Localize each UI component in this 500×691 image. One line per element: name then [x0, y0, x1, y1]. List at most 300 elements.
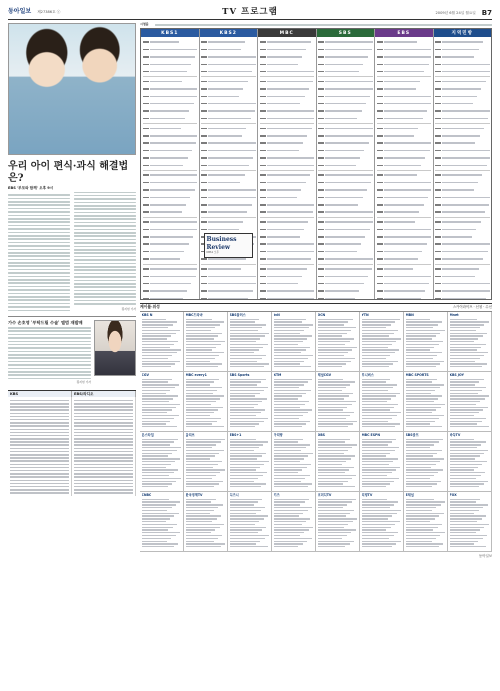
program-slot — [318, 139, 373, 146]
program-slot — [318, 265, 373, 272]
channel-header: EBS — [375, 29, 433, 37]
program-slot — [318, 100, 373, 107]
cable-channel-cell — [316, 432, 360, 492]
program-slot — [377, 194, 432, 201]
program-slot — [435, 100, 490, 107]
program-slot — [435, 218, 490, 225]
cable-channel-name: 채널CGV — [317, 373, 332, 378]
footer-brand: 동아일보 — [478, 554, 492, 559]
program-slot — [318, 46, 373, 53]
cable-channel-cell — [140, 312, 184, 372]
program-slot — [377, 265, 432, 272]
channel-column — [434, 29, 492, 299]
cable-channel-name: SBS골프 — [405, 433, 419, 438]
program-slot — [143, 125, 198, 132]
program-slot — [201, 226, 256, 233]
program-slot — [143, 147, 198, 154]
program-slot — [377, 179, 432, 186]
program-slot — [260, 139, 315, 146]
radio-header-ebs: EBS/라디오 — [72, 391, 136, 397]
program-slot — [377, 125, 432, 132]
program-slot — [260, 241, 315, 248]
program-slot — [143, 255, 198, 262]
program-slot — [377, 68, 432, 75]
program-slot — [435, 125, 490, 132]
channel-column — [141, 29, 200, 299]
program-slot — [260, 287, 315, 294]
cable-channel-cell — [360, 492, 404, 552]
program-slot — [435, 201, 490, 208]
program-slot — [377, 85, 432, 92]
program-slot — [143, 233, 198, 240]
program-slot — [435, 179, 490, 186]
singer-portrait — [94, 320, 136, 376]
program-slot — [143, 194, 198, 201]
program-slot — [318, 172, 373, 179]
program-slot — [435, 68, 490, 75]
program-slot — [201, 53, 256, 60]
cable-channel-cell — [448, 372, 492, 432]
program-slot — [143, 186, 198, 193]
program-slot — [201, 125, 256, 132]
cable-channel-cell — [404, 372, 448, 432]
program-slot — [435, 46, 490, 53]
program-slot — [377, 241, 432, 248]
program-slot — [435, 295, 490, 302]
program-slot — [318, 201, 373, 208]
cable-header — [140, 303, 492, 312]
channel-listings — [434, 37, 492, 299]
cable-channel-name: 올리브 — [185, 433, 195, 438]
grid-topline — [140, 23, 492, 27]
cable-channel-name: Mnet — [449, 313, 459, 318]
program-slot — [318, 38, 373, 45]
program-slot — [435, 107, 490, 114]
program-slot — [435, 85, 490, 92]
program-slot — [435, 154, 490, 161]
radio-column — [8, 397, 72, 496]
program-slot — [260, 100, 315, 107]
program-slot — [435, 172, 490, 179]
program-slot — [377, 248, 432, 255]
radio-header-kbs: KBS — [8, 391, 72, 397]
program-slot — [143, 115, 198, 122]
program-slot — [260, 53, 315, 60]
program-slot — [377, 201, 432, 208]
program-slot — [318, 287, 373, 294]
cable-channel-name: 디즈니 — [229, 493, 239, 498]
program-slot — [201, 100, 256, 107]
program-slot — [435, 78, 490, 85]
program-slot — [318, 115, 373, 122]
channel-header: KBS1 — [141, 29, 199, 37]
program-slot — [260, 201, 315, 208]
program-slot — [435, 139, 490, 146]
cable-grid — [140, 312, 492, 552]
cable-channel-name: KBS JOY — [449, 373, 464, 378]
cable-channel-name: 아리랑 — [273, 433, 283, 438]
program-slot — [260, 208, 315, 215]
cable-channel-cell — [316, 312, 360, 372]
program-slot — [201, 61, 256, 68]
cable-channel-name: MBN — [405, 313, 414, 318]
program-slot — [435, 265, 490, 272]
channel-listings — [258, 37, 316, 299]
program-slot — [318, 61, 373, 68]
program-slot — [201, 273, 256, 280]
cable-channel-name: EBS+1 — [229, 433, 242, 438]
program-slot — [377, 186, 432, 193]
program-slot — [377, 208, 432, 215]
program-slot — [143, 93, 198, 100]
program-slot — [201, 280, 256, 287]
cable-channel-name: 코미디TV — [317, 493, 332, 498]
channel-listings — [200, 37, 258, 299]
cable-channel-cell — [228, 492, 272, 552]
cable-channel-name: 바둑TV — [449, 433, 461, 438]
program-slot — [318, 68, 373, 75]
cable-channel-name: OBS — [317, 433, 325, 438]
channel-column — [200, 29, 259, 299]
ad-title: Business Review — [206, 236, 237, 251]
ad-subtitle: KBS1 오후 — [206, 251, 220, 255]
program-slot — [435, 287, 490, 294]
program-slot — [260, 125, 315, 132]
cable-channel-cell — [316, 492, 360, 552]
program-slot — [435, 255, 490, 262]
cable-channel-name: 온스타일 — [141, 433, 154, 438]
program-slot — [143, 78, 198, 85]
program-slot — [318, 93, 373, 100]
cable-channel-cell — [404, 312, 448, 372]
program-slot — [201, 46, 256, 53]
program-slot — [260, 226, 315, 233]
program-slot — [143, 179, 198, 186]
program-slot — [377, 107, 432, 114]
program-slot — [318, 132, 373, 139]
feature-byline: 황지현 기자 — [121, 306, 136, 311]
cable-channel-cell — [228, 312, 272, 372]
program-slot — [201, 295, 256, 302]
cable-channel-name: MBC ESPN — [361, 433, 381, 438]
program-slot — [377, 38, 432, 45]
program-slot — [143, 248, 198, 255]
cable-channel-cell — [184, 372, 228, 432]
program-slot — [260, 218, 315, 225]
program-slot — [377, 154, 432, 161]
secondary-headline: 가수 손호영 '부탁드릴 수술' 앨범 재발매 — [8, 319, 83, 325]
cable-title: 케이블·위성 — [140, 304, 160, 310]
radio-column — [72, 397, 136, 496]
secondary-feature — [8, 316, 136, 385]
program-slot — [435, 208, 490, 215]
program-slot — [435, 93, 490, 100]
program-slot — [201, 93, 256, 100]
program-slot — [377, 273, 432, 280]
program-slot — [377, 46, 432, 53]
program-slot — [260, 255, 315, 262]
cable-channel-name: FOX — [449, 493, 457, 498]
cable-channel-name: MBC드라마 — [185, 313, 203, 318]
program-slot — [318, 147, 373, 154]
program-slot — [260, 248, 315, 255]
program-slot — [435, 226, 490, 233]
feature-column — [8, 23, 136, 558]
program-slot — [377, 115, 432, 122]
program-slot — [201, 194, 256, 201]
program-slot — [318, 78, 373, 85]
program-slot — [318, 125, 373, 132]
program-slot — [260, 295, 315, 302]
cable-channel-name: 투니버스 — [361, 373, 374, 378]
feature-article — [8, 192, 136, 310]
program-slot — [435, 53, 490, 60]
channel-listings — [317, 37, 375, 299]
channel-column — [317, 29, 376, 299]
program-slot — [318, 233, 373, 240]
program-slot — [435, 273, 490, 280]
program-slot — [260, 179, 315, 186]
program-slot — [201, 107, 256, 114]
program-slot — [435, 194, 490, 201]
program-slot — [143, 201, 198, 208]
program-slot — [143, 53, 198, 60]
cable-channel-name: 한국경제TV — [185, 493, 203, 498]
program-slot — [377, 93, 432, 100]
program-slot — [260, 68, 315, 75]
program-slot — [318, 218, 373, 225]
program-slot — [143, 100, 198, 107]
program-slot — [435, 115, 490, 122]
program-slot — [201, 154, 256, 161]
cable-channel-cell — [360, 312, 404, 372]
program-slot — [143, 162, 198, 169]
cable-channel-cell — [272, 432, 316, 492]
grid-topline-label: 시청률 — [140, 22, 149, 26]
program-slot — [260, 93, 315, 100]
cable-channel-name: SBS Sports — [229, 373, 250, 378]
cable-channel-name: E채널 — [405, 493, 414, 498]
program-slot — [318, 85, 373, 92]
program-slot — [318, 107, 373, 114]
program-slot — [143, 241, 198, 248]
cable-channel-name: OCN — [317, 313, 326, 318]
program-slot — [143, 107, 198, 114]
cable-channel-cell — [184, 432, 228, 492]
program-slot — [318, 248, 373, 255]
program-slot — [435, 61, 490, 68]
cable-channel-name: 키즈 — [273, 493, 280, 498]
cable-channel-name: KBS N — [141, 313, 153, 318]
program-slot — [143, 172, 198, 179]
program-slot — [143, 85, 198, 92]
program-slot — [435, 147, 490, 154]
program-slot — [318, 53, 373, 60]
cable-channel-cell — [360, 372, 404, 432]
cable-channel-cell — [140, 492, 184, 552]
program-slot — [318, 273, 373, 280]
program-slot — [260, 107, 315, 114]
section-title: TV 프로그램 — [222, 7, 278, 17]
program-slot — [201, 201, 256, 208]
channel-column — [375, 29, 434, 299]
program-slot — [143, 38, 198, 45]
channel-header: SBS — [317, 29, 375, 37]
cable-channel-cell — [272, 492, 316, 552]
program-slot — [318, 186, 373, 193]
cable-channel-cell — [404, 492, 448, 552]
program-slot — [435, 241, 490, 248]
program-slot — [435, 132, 490, 139]
program-slot — [318, 162, 373, 169]
program-slot — [143, 46, 198, 53]
program-slot — [260, 233, 315, 240]
page-number: B7 — [481, 9, 492, 17]
cable-channel-name: CGV — [141, 373, 149, 378]
channel-header: KBS2 — [200, 29, 258, 37]
program-slot — [377, 100, 432, 107]
program-slot — [377, 78, 432, 85]
secondary-byline: 황지현 기자 — [76, 380, 91, 385]
program-slot — [260, 132, 315, 139]
program-slot — [260, 46, 315, 53]
program-slot — [260, 280, 315, 287]
program-slot — [260, 172, 315, 179]
program-slot — [143, 61, 198, 68]
cable-channel-cell — [404, 432, 448, 492]
program-slot — [143, 132, 198, 139]
cable-channel-cell — [184, 492, 228, 552]
program-slot — [201, 38, 256, 45]
channel-listings — [141, 37, 199, 299]
program-slot — [377, 147, 432, 154]
channel-listings — [375, 37, 433, 299]
cable-channel-cell — [448, 492, 492, 552]
program-slot — [201, 132, 256, 139]
program-slot — [201, 115, 256, 122]
feature-headline: 우리 아이 편식·과식 해결법은? — [8, 161, 129, 184]
cable-channel-name: MBC every1 — [185, 373, 207, 378]
program-slot — [377, 295, 432, 302]
program-slot — [377, 162, 432, 169]
program-slot — [260, 85, 315, 92]
program-slot — [201, 162, 256, 169]
program-slot — [377, 255, 432, 262]
cable-channel-cell — [272, 312, 316, 372]
program-slot — [318, 154, 373, 161]
program-slot — [143, 273, 198, 280]
program-slot — [318, 255, 373, 262]
cable-channel-cell — [448, 312, 492, 372]
program-slot — [260, 162, 315, 169]
program-slot — [318, 241, 373, 248]
program-slot — [377, 53, 432, 60]
cable-channel-cell — [228, 372, 272, 432]
program-slot — [318, 179, 373, 186]
program-slot — [435, 248, 490, 255]
cable-channel-name: CNBC — [141, 493, 152, 498]
program-slot — [201, 139, 256, 146]
program-slot — [377, 233, 432, 240]
program-slot — [143, 139, 198, 146]
program-slot — [318, 280, 373, 287]
program-slot — [377, 172, 432, 179]
program-slot — [377, 280, 432, 287]
program-slot — [260, 154, 315, 161]
program-slot — [143, 154, 198, 161]
program-slot — [435, 233, 490, 240]
broadcast-grid — [140, 28, 492, 300]
program-slot — [377, 218, 432, 225]
program-slot — [435, 280, 490, 287]
program-slot — [260, 61, 315, 68]
program-slot — [377, 226, 432, 233]
feature-photo — [8, 23, 136, 155]
cable-channel-name: MBC SPORTS — [405, 373, 429, 378]
cable-channel-cell — [448, 432, 492, 492]
cable-channel-cell — [272, 372, 316, 432]
cable-channel-cell — [228, 432, 272, 492]
program-slot — [377, 139, 432, 146]
tv-schedule-column — [140, 23, 492, 558]
program-slot — [201, 172, 256, 179]
program-slot — [260, 265, 315, 272]
program-slot — [377, 61, 432, 68]
program-slot — [143, 218, 198, 225]
masthead — [8, 6, 492, 20]
program-slot — [201, 68, 256, 75]
cable-channel-name: YTN — [361, 313, 369, 318]
feature-subhead: EBS '부모와 함께' 오후 9시 — [8, 186, 54, 190]
program-slot — [201, 186, 256, 193]
channel-header: 지역민방 — [434, 29, 492, 37]
program-slot — [143, 287, 198, 294]
cable-channel-cell — [140, 372, 184, 432]
program-slot — [143, 208, 198, 215]
radio-listings — [8, 390, 136, 497]
cable-channel-name: XTM — [273, 373, 282, 378]
program-slot — [143, 280, 198, 287]
newspaper-logo: 동아일보 — [8, 8, 32, 15]
cable-channel-name: 리빙TV — [361, 493, 373, 498]
program-slot — [260, 186, 315, 193]
program-slot — [377, 132, 432, 139]
program-slot — [318, 194, 373, 201]
program-slot — [143, 68, 198, 75]
program-slot — [143, 226, 198, 233]
channel-column — [258, 29, 317, 299]
edition-number: 제27386호 ⓒ — [37, 9, 61, 14]
program-slot — [143, 295, 198, 302]
program-slot — [201, 179, 256, 186]
program-slot — [201, 78, 256, 85]
program-slot — [260, 194, 315, 201]
cable-note: 스카이라이프 · 신청 · 수신 — [452, 305, 492, 310]
program-slot — [318, 208, 373, 215]
cable-channel-cell — [360, 432, 404, 492]
program-slot — [143, 265, 198, 272]
cable-channel-cell — [140, 432, 184, 492]
program-slot — [260, 115, 315, 122]
cable-channel-name: tvN — [273, 313, 280, 318]
program-slot — [201, 265, 256, 272]
cable-channel-cell — [316, 372, 360, 432]
program-slot — [201, 147, 256, 154]
cable-channel-cell — [184, 312, 228, 372]
program-slot — [201, 287, 256, 294]
program-slot — [318, 226, 373, 233]
program-slot — [318, 295, 373, 302]
